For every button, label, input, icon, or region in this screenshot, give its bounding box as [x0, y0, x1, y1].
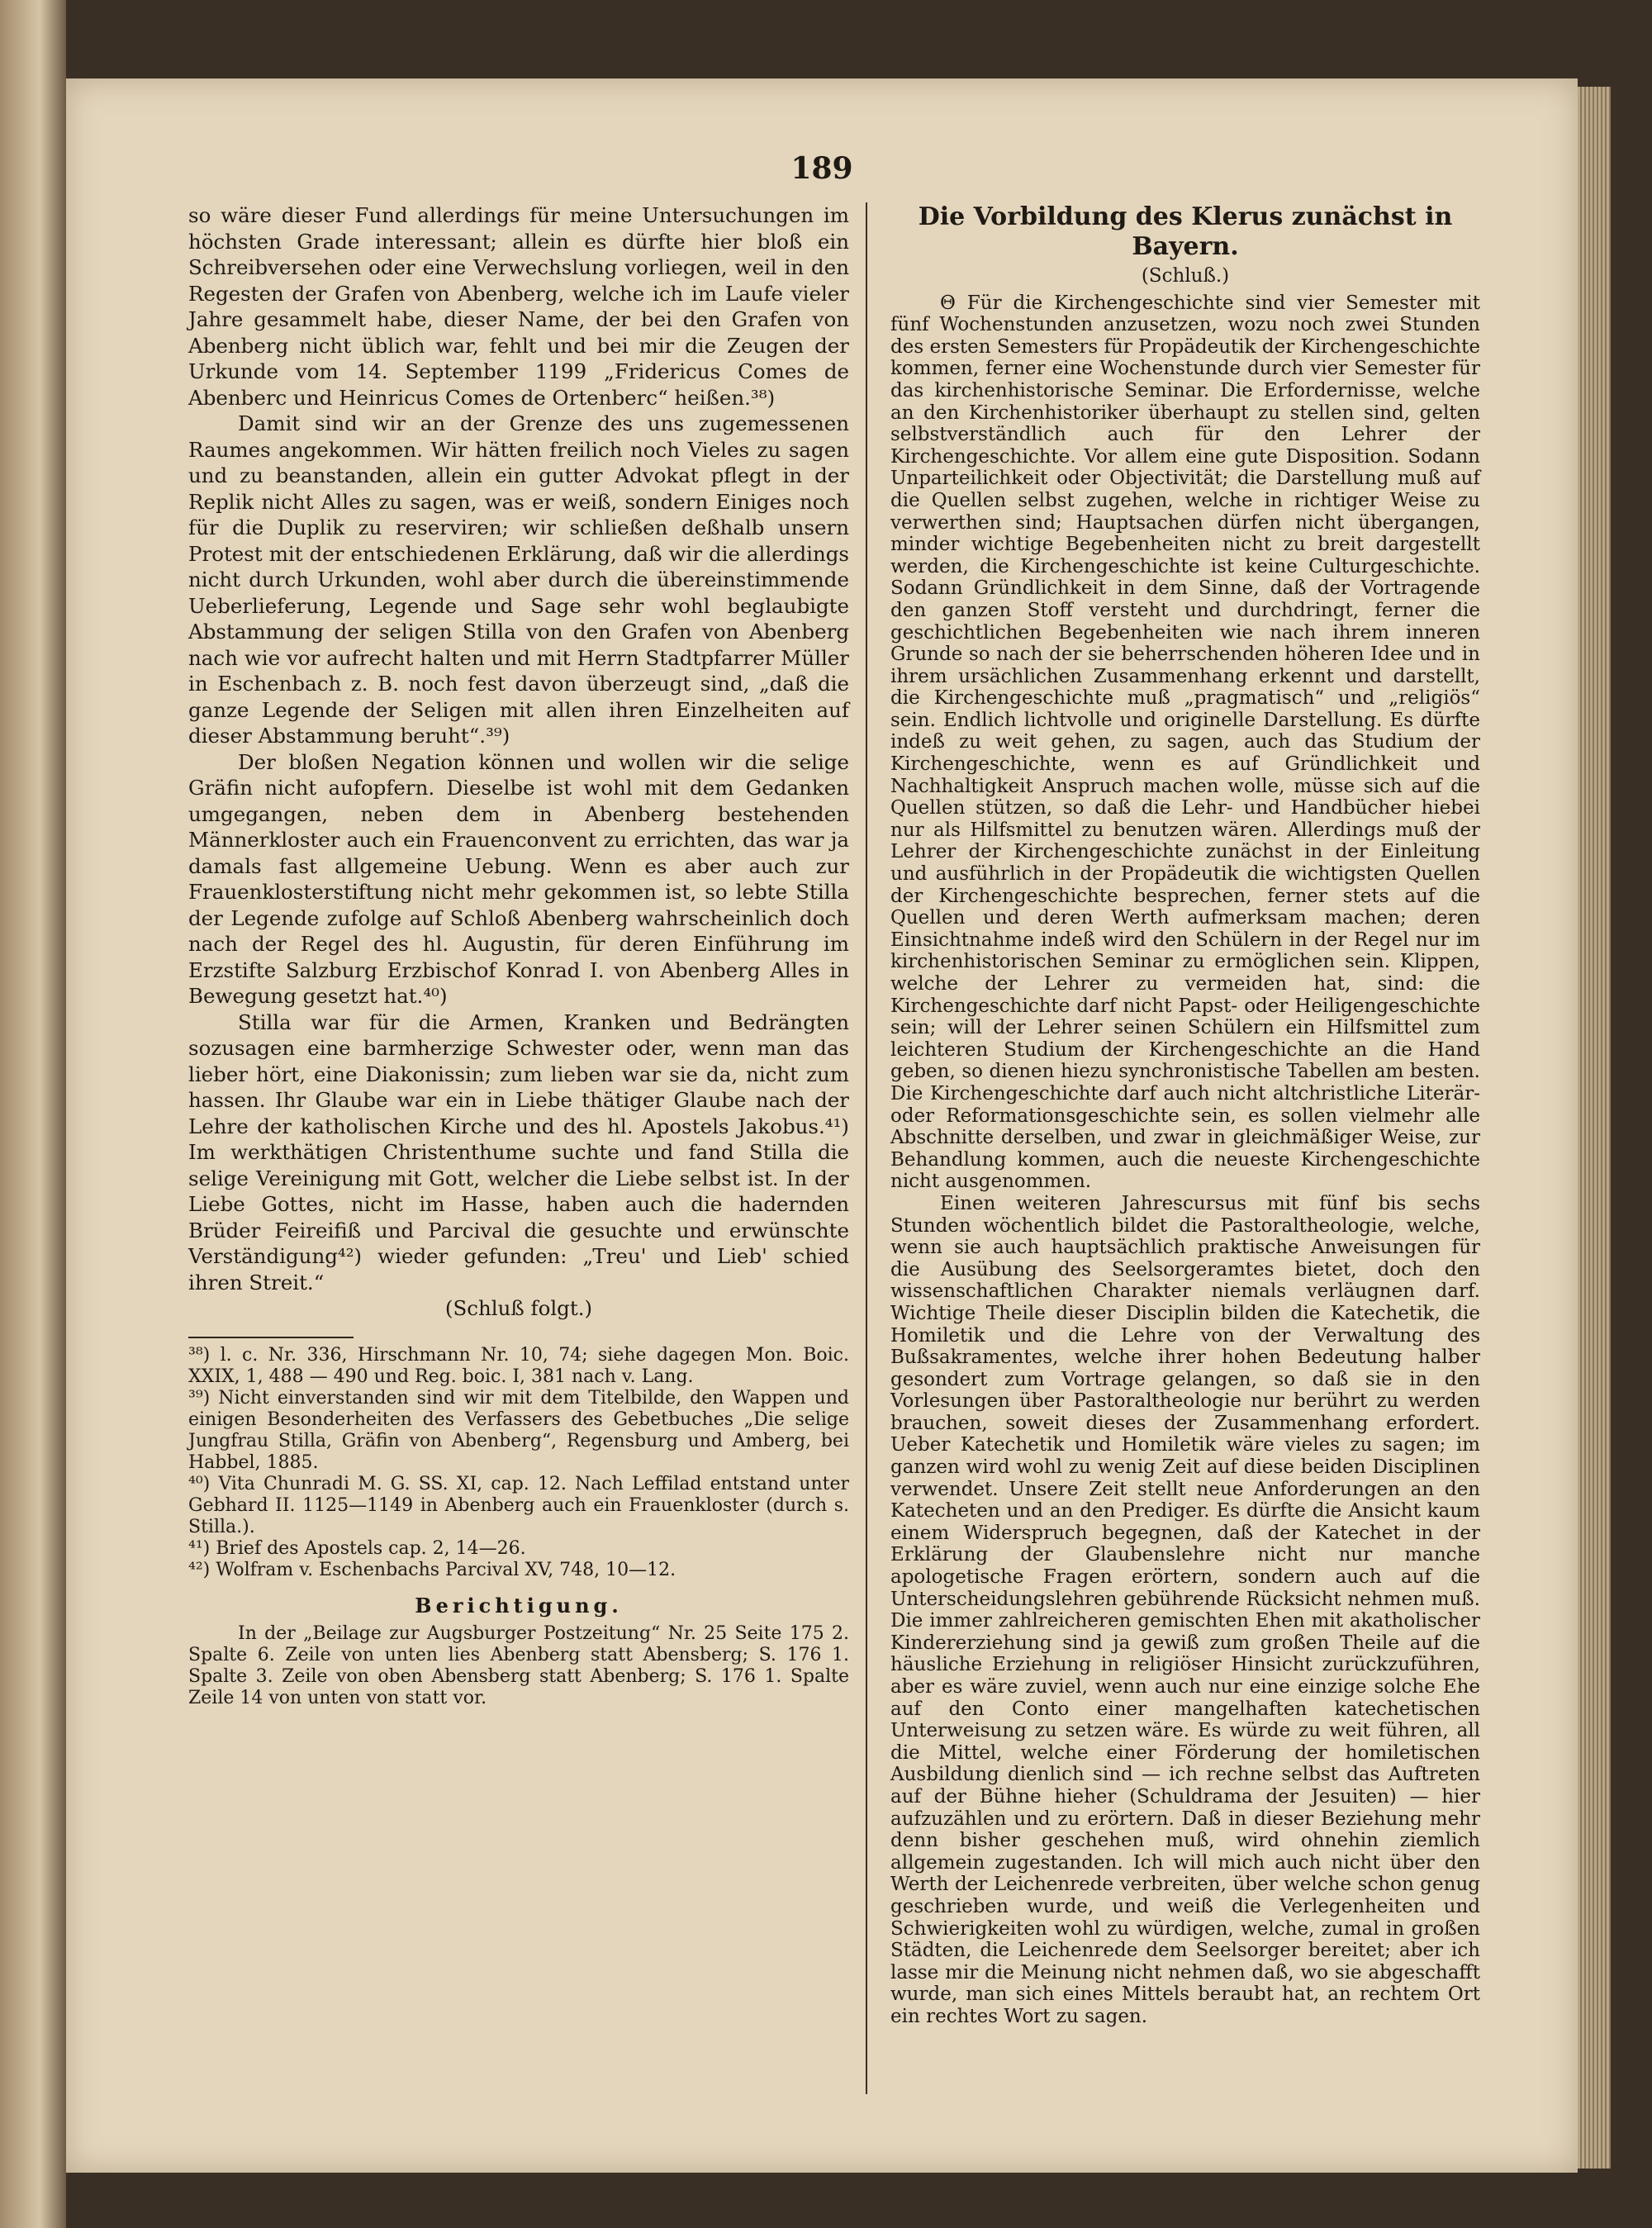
footnote: ⁴⁰) Vita Chunradi M. G. SS. XI, cap. 12. Nach Leffilad entstand unter Gebhard II. 1125—1149 in Abenberg auch ein Frauenkloster (durch s. Stilla.). [188, 1473, 849, 1537]
footnote: ⁴²) Wolfram v. Eschenbachs Parcival XV, 748, 10—12. [188, 1559, 676, 1580]
correction-title: Berichtigung. [415, 1593, 623, 1618]
right-paragraph: Einen weiteren Jahrescursus mit fünf bis sechs Stunden wöchentlich bildet die Pastoraltheologie, welche, wenn sie auch hauptsächlich praktische Anweisungen für die Ausübung des Seelsorgeramtes bietet, doch den wissenschaftlichen Charakter niemals verläugnen darf. Wichtige Theile dieser Disciplin bilden die Katechetik, die Homiletik und die Lehre von der Verwaltung des Bußsakramentes, welche ihrer hohen Bedeutung halber gesondert zum Vortrage gelangen, so daß sie in den Vorlesungen über Pastoraltheologie nur berührt zu werden brauchen, soweit dieses der Zusammenhang erfordert. Ueber Katechetik und Homiletik wäre vieles zu sagen; im ganzen wird wohl zu wenig Zeit auf diese beiden Disciplinen verwendet. Unsere Zeit stellt neue Anforderungen an den Katecheten und an den Prediger. Es dürfte die Ansicht kaum einem Widerspruch begegnen, daß der Katechet in der Erklärung der Glaubenslehre nicht nur manche apologetische Fragen erörtern, sondern auch auf die Unterscheidungslehren gebührende Rücksicht nehmen muß. Die immer zahlreicheren gemischten Ehen mit akatholischer Kindererziehung sind ja gewiß zum großen Theile auf die häusliche Erziehung in religiöser Hinsicht zurückzuführen, aber es wäre zuviel, wenn auch nur eine einzige solche Ehe auf den Conto einer mangelhaften katechetischen Unterweisung zu setzen wäre. Es würde zu weit führen, all die Mittel, welche einer Förderung der homiletischen Ausbildung dienlich sind — ich rechne selbst das Auftreten auf der Bühne hieher (Schuldrama der Jesuiten) — hier aufzuzählen und zu erörtern. Daß in dieser Beziehung mehr denn bisher geschehen muß, wird ohnehin ziemlich allgemein zugestanden. Ich will mich auch nicht über den Werth der Leichenrede verbreiten, über welche schon genug geschrieben wurde, und weiß die Verlegenheiten und Schwierigkeiten wohl zu würdigen, welche, zumal in großen Städten, die Leichenrede dem Seelsorger bereitet; aber ich lasse mir die Meinung nicht nehmen daß, wo sie abgeschafft wurde, man sich eines Mittels beraubt hat, an rechtem Ort ein rechtes Wort zu sagen. [890, 1192, 1480, 2027]
left-paragraph: Der bloßen Negation können und wollen wir die selige Gräfin nicht aufopfern. Dieselbe ist wohl mit dem Gedanken umgegangen, neben dem in Abenberg bestehenden Männerkloster auch ein Frauenconvent zu errichten, das war ja damals fast allgemeine Uebung. Wenn es aber auch zur Frauenklosterstiftung nicht mehr gekommen ist, so lebte Stilla der Legende zufolge auf Schloß Abenberg wahrscheinlich doch nach der Regel des hl. Augustin, für deren Einführung im Erzstifte Salzburg Erzbischof Konrad I. von Abenberg Alles in Bewegung gesetzt hat.⁴⁰) [188, 749, 849, 1008]
to-be-continued: (Schluß folgt.) [444, 1296, 593, 1320]
footnote: ³⁹) Nicht einverstanden sind wir mit dem Titelbilde, den Wappen und einigen Besonderheiten des Verfassers des Gebetbuches „Die selige Jungfrau Stilla, Gräfin von Abenberg“, Regensburg und Amberg, bei Habbel, 1885. [188, 1387, 849, 1473]
article-subheading: (Schluß.) [1141, 265, 1230, 287]
column-divider [866, 202, 867, 2094]
page-number: 189 [790, 151, 853, 186]
left-column [188, 202, 849, 1709]
article-heading: Die Vorbildung des Klerus zunächst in Bayern. [918, 202, 1453, 261]
right-column [890, 202, 1480, 2028]
footnote-rule [188, 1337, 354, 1338]
right-paragraph: Θ Für die Kirchengeschichte sind vier Semester mit fünf Wochenstunden anzusetzen, wozu noch zwei Stunden des ersten Semesters für Propädeutik der Kirchengeschichte kommen, ferner eine Wochenstunde durch vier Semester für das kirchenhistorische Seminar. Die Erfordernisse, welche an den Kirchenhistoriker überhaupt zu stellen sind, gelten selbstverständlich auch für den Lehrer der Kirchengeschichte. Vor allem eine gute Disposition. Sodann Unparteilichkeit oder Objectivität; die Darstellung muß auf die Quellen selbst zugehen, welche in richtiger Weise zu verwerthen sind; Hauptsachen dürfen nicht übergangen, minder wichtige Begebenheiten nicht zu breit dargestellt werden, die Kirchengeschichte ist keine Culturgeschichte. Sodann Gründlichkeit in dem Sinne, daß der Vortragende den ganzen Stoff versteht und durchdringt, ferner die geschichtlichen Begebenheiten wie nach ihrem inneren Grunde so nach der sie beherrschenden höheren Idee und in ihrem ursächlichen Zusammenhang erkennt und darstellt, die Kirchengeschichte muß „pragmatisch“ und „religiös“ sein. Endlich lichtvolle und originelle Darstellung. Es dürfte indeß zu weit gehen, zu sagen, auch das Studium der Kirchengeschichte, wenn es auf Gründlichkeit und Nachhaltigkeit Anspruch machen wolle, müsse sich auf die Quellen stützen, so daß die Lehr- und Handbücher hiebei nur als Hilfsmittel zu benutzen wären. Allerdings muß der Lehrer der Kirchengeschichte zunächst in der Einleitung und ausführlich in der Propädeutik die wichtigsten Quellen der Kirchengeschichte besprechen, ferner stets auf die Quellen und deren Werth aufmerksam machen; deren Einsichtnahme indeß wird den Schülern in der Regel nur im kirchenhistorischen Seminar zu ermöglichen sein. Klippen, welche der Lehrer zu vermeiden hat, sind: die Kirchengeschichte darf nicht Papst- oder Heiligengeschichte sein; will der Lehrer seinen Schülern ein Hilfsmittel zum leichteren Studium der Kirchengeschichte an die Hand geben, so dienen hiezu synchronistische Tabellen am besten. Die Kirchengeschichte darf auch nicht altchristliche Literär- oder Reformationsgeschichte sein, es sollen vielmehr alle Abschnitte derselben, und zwar in gleichmäßiger Weise, zur Behandlung kommen, auch die neueste Kirchengeschichte nicht ausgenommen. [890, 292, 1480, 1193]
left-paragraph: so wäre dieser Fund allerdings für meine Untersuchungen im höchsten Grade interessant; allein es dürfte hier bloß ein Schreibversehen oder eine Verwechslung vorliegen, weil in den Regesten der Grafen von Abenberg, welche ich im Laufe vieler Jahre gesammelt habe, dieser Name, der bei den Grafen von Abenberg nicht üblich war, fehlt und bei mir die Zeugen der Urkunde vom 14. September 1199 „Fridericus Comes de Abenberc und Heinricus Comes de Ortenberc“ heißen.³⁸) [188, 203, 849, 410]
newspaper-page [66, 78, 1578, 2173]
footnotes [188, 1345, 849, 1581]
left-paragraph: Stilla war für die Armen, Kranken und Bedrängten sozusagen eine barmherzige Schwester oder, wenn man das lieber hört, eine Diakonissin; zum lieben war sie da, nicht zum hassen. Ihr Glaube war ein in Liebe thätiger Glaube nach der Lehre der katholischen Kirche und des hl. Apostels Jakobus.⁴¹) Im werkthätigen Christenthume suchte und fand Stilla die selige Vereinigung mit Gott, welcher die Liebe selbst ist. In der Liebe Gottes, nicht im Hasse, haben auch die hadernden Brüder Feireifiß und Parcival die gesuchte und erwünschte Verständigung⁴²) wieder gefunden: „Treu' und Lieb' schied ihren Streit.“ [188, 1009, 849, 1295]
left-paragraph: Damit sind wir an der Grenze des uns zugemessenen Raumes angekommen. Wir hätten freilich noch Vieles zu sagen und zu beanstanden, allein ein gutter Advokat pflegt in der Replik nicht Alles zu sagen, was er weiß, sondern Einiges noch für die Duplik zu reserviren; wir schließen deßhalb unsern Protest mit der entschiedenen Erklärung, daß wir die allerdings nicht durch Urkunden, wohl aber durch die übereinstimmende Ueberlieferung, Legende und Sage sehr wohl beglaubigte Abstammung der seligen Stilla von den Grafen von Abenberg nach wie vor aufrecht halten und mit Herrn Stadtpfarrer Müller in Eschenbach z. B. noch fest davon überzeugt sind, „daß die ganze Legende der Seligen mit allen ihren Einzelheiten auf dieser Abstammung beruht“.³⁹) [188, 411, 849, 748]
page-block-edge [1578, 87, 1611, 2169]
correction-text: In der „Beilage zur Augsburger Postzeitung“ Nr. 25 Seite 175 2. Spalte 6. Zeile von unten lies Abenberg statt Abensberg; S. 176 1. Spalte 3. Zeile von oben Abensberg statt Abenberg; S. 176 1. Spalte Zeile 14 von unten von statt vor. [188, 1623, 849, 1708]
left-page-edge [0, 0, 66, 2228]
footnote: ⁴¹) Brief des Apostels cap. 2, 14—26. [188, 1537, 526, 1559]
footnote: ³⁸) l. c. Nr. 336, Hirschmann Nr. 10, 74; siehe dagegen Mon. Boic. XXIX, 1, 488 — 490 und Reg. boic. I, 381 nach v. Lang. [188, 1344, 849, 1387]
